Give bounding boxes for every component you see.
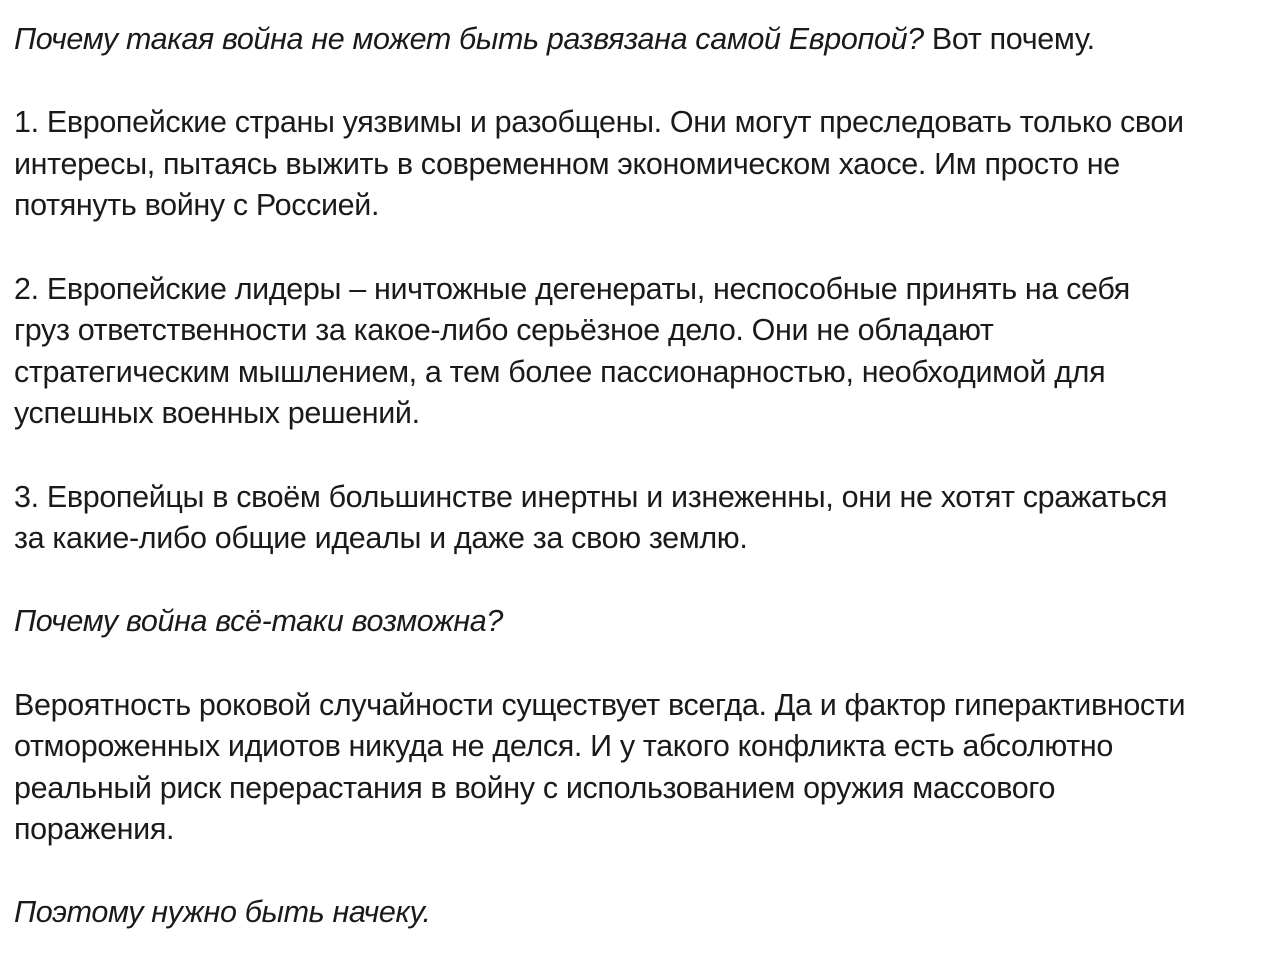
- document-body: [14, 19, 1276, 976]
- text-line: поражения.: [14, 812, 175, 847]
- text-line: 3. Европейцы в своём большинстве инертны и изнеженны, они не хотят сражаться: [14, 479, 1168, 514]
- text-line: реальный риск перерастания в войну с использованием оружия массового: [14, 770, 1056, 805]
- point-2-paragraph: [14, 269, 1276, 435]
- text-line: отмороженных идиотов никуда не делся. И у такого конфликта есть абсолютно: [14, 729, 1113, 764]
- intro-paragraph: [14, 19, 1276, 61]
- intro-answer: Вот почему.: [923, 22, 1095, 56]
- text-line: стратегическим мышлением, а тем более пассионарностью, необходимой для: [14, 354, 1106, 389]
- point-3-paragraph: [14, 477, 1276, 560]
- text-line: потянуть войну с Россией.: [14, 188, 380, 223]
- text-line: груз ответственности за какое-либо серьёзное дело. Они не обладают: [14, 313, 994, 348]
- text-line: интересы, пытаясь выжить в современном экономическом хаосе. Им просто не: [14, 146, 1120, 181]
- text-line: 2. Европейские лидеры – ничтожные дегенераты, неспособные принять на себя: [14, 271, 1130, 306]
- conclusion: Поэтому нужно быть начеку.: [14, 895, 431, 930]
- intro-question: Почему такая война не может быть развязана самой Европой?: [14, 22, 924, 56]
- intro-line: [14, 19, 1276, 61]
- war-possible-heading: Почему война всё-таки возможна?: [14, 604, 504, 639]
- point-1-paragraph: [14, 102, 1276, 227]
- text-line: за какие-либо общие идеалы и даже за свою землю.: [14, 521, 748, 556]
- text-line: Вероятность роковой случайности существует всегда. Да и фактор гиперактивности: [14, 687, 1186, 722]
- risk-paragraph: [14, 685, 1276, 851]
- text-line: успешных военных решений.: [14, 396, 420, 431]
- text-line: 1. Европейские страны уязвимы и разобщены. Они могут преследовать только свои: [14, 105, 1184, 140]
